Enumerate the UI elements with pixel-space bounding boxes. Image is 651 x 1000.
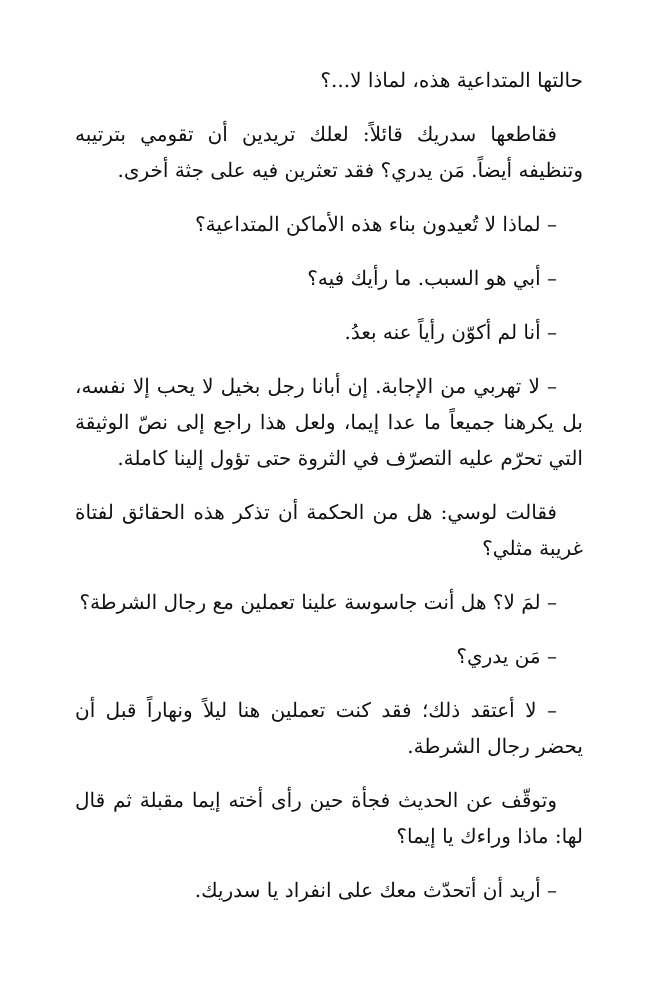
paragraph-1: حالتها المتداعية هذه، لماذا لا...؟	[320, 68, 583, 92]
paragraph-3: – لماذا لا تُعيدون بناء هذه الأماكن المتداعية؟	[195, 212, 557, 236]
paragraph-10: – لا أعتقد ذلك؛ فقد كنت تعملين هنا ليلاً ونهاراً قبل أن يحضر رجال الشرطة.	[75, 698, 583, 758]
paragraph-6: – لا تهربي من الإجابة. إن أبانا رجل بخيل لا يحب إلا نفسه، بل يكرهنا جميعاً ما عدا إيما، ولعل هذا راجع إلى نصّ الوثيقة التي تحرّم عليه التصرّف في الثروة حتى تؤول إلينا كاملة.	[75, 374, 583, 470]
paragraph-12: – أريد أن أتحدّث معك على انفراد يا سدريك.	[194, 878, 557, 902]
paragraph-4: – أبي هو السبب. ما رأيك فيه؟	[307, 266, 557, 290]
paragraph-11: وتوقّف عن الحديث فجأة حين رأى أخته إيما مقبلة ثم قال لها: ماذا وراءك يا إيما؟	[75, 788, 583, 848]
paragraph-9: – مَن يدري؟	[456, 644, 557, 668]
paragraph-7: فقالت لوسي: هل من الحكمة أن تذكر هذه الحقائق لفتاة غريبة مثلي؟	[75, 500, 583, 560]
paragraph-5: – أنا لم أكوّن رأياً عنه بعدُ.	[344, 320, 557, 344]
paragraph-8: – لمَ لا؟ هل أنت جاسوسة علينا تعملين مع رجال الشرطة؟	[79, 590, 557, 614]
paragraph-2: فقاطعها سدريك قائلاً: لعلك تريدين أن تقومي بترتيبه وتنظيفه أيضاً. مَن يدري؟ فقد تعثرين فيه على جثة أخرى.	[75, 122, 583, 182]
